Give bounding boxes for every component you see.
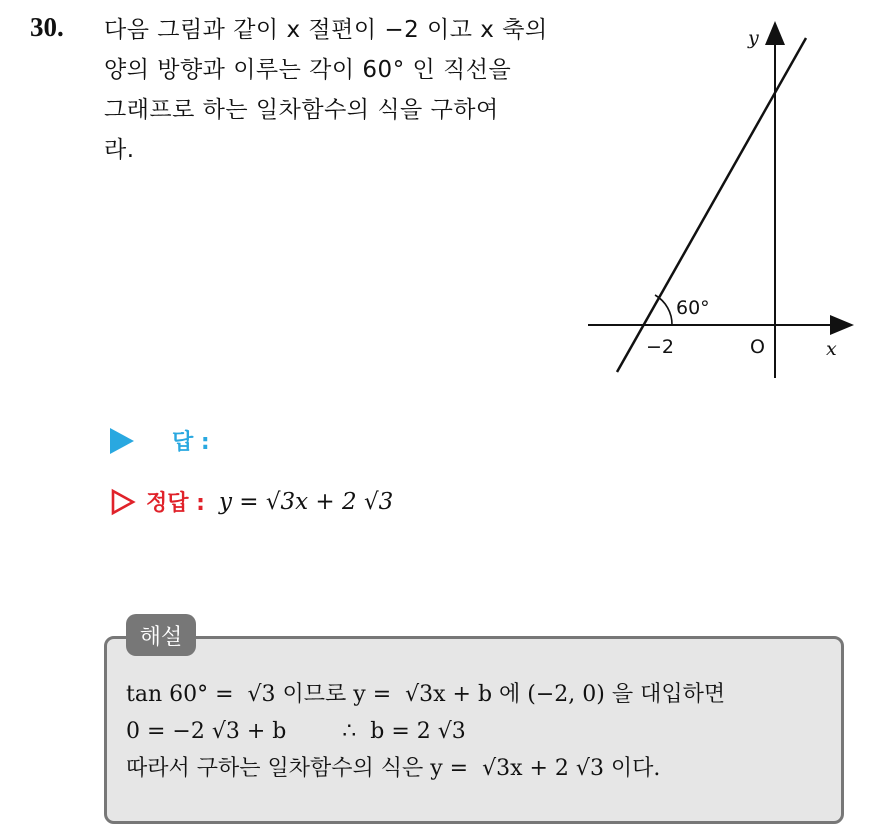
question-line-1: 다음 그림과 같이 x 절편이 −2 이고 x 축의 (104, 17, 548, 43)
origin-label: O (750, 336, 765, 358)
play-outline-icon (110, 488, 136, 516)
question-text (104, 10, 564, 170)
answer-label: 답 : (172, 430, 210, 455)
correct-equation: y = √3x + 2 √3 (218, 488, 394, 515)
correct-answer-row (110, 486, 393, 517)
solution-line-3: 따라서 구하는 일차함수의 식은 y = √3x + 2 √3 이다. (126, 756, 661, 781)
x-axis-label: x (826, 338, 837, 360)
graph-line (617, 38, 806, 372)
line-graph (580, 20, 860, 380)
angle-label: 60° (676, 297, 710, 319)
solution-line-1: tan 60° = √3 이므로 y = √3x + b 에 (−2, 0) 을 대입하면 (126, 682, 726, 707)
question-line-4: 라. (104, 137, 135, 163)
solution-text (126, 676, 725, 787)
question-number: 30. (30, 12, 64, 42)
solution-line-2: 0 = −2 √3 + b ∴ b = 2 √3 (126, 719, 466, 744)
intercept-label: −2 (646, 336, 675, 358)
play-icon (110, 428, 134, 454)
answer-row (110, 425, 210, 456)
solution-tab: 해설 (126, 614, 196, 656)
question-line-3: 그래프로 하는 일차함수의 식을 구하여 (104, 97, 499, 123)
question-line-2: 양의 방향과 이루는 각이 60° 인 직선을 (104, 57, 512, 83)
correct-label: 정답 : (146, 491, 205, 516)
y-axis-label: y (748, 27, 759, 49)
